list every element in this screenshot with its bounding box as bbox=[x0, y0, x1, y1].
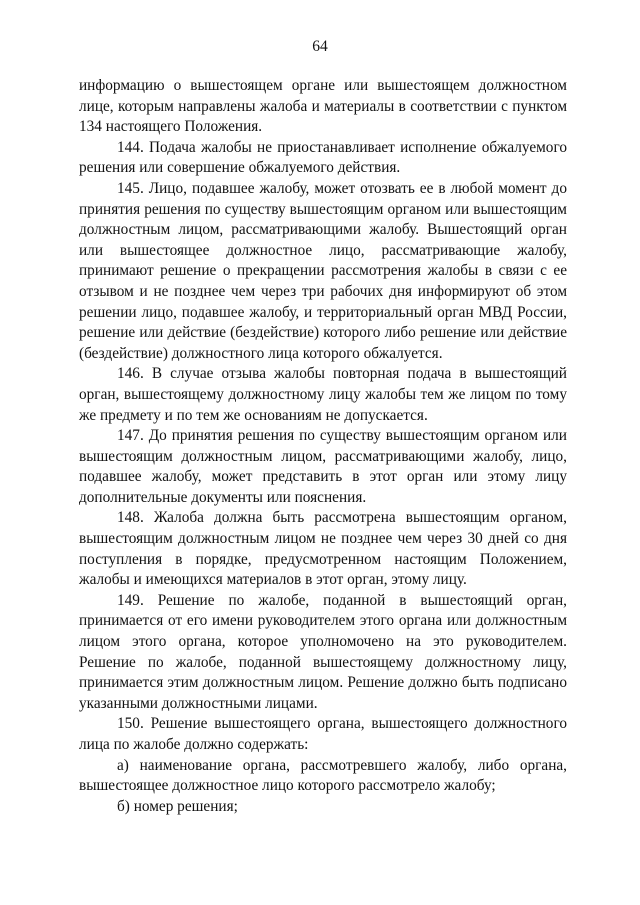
paragraph-146: 146. В случае отзыва жалобы повторная подача в вышестоящий орган, вышестоящему должностному лицу жалобы тем же лицом по тому же предмету и по тем же основаниям не допускается. bbox=[79, 365, 567, 424]
paragraph-150-item-b: б) номер решения; bbox=[117, 797, 238, 815]
paragraph-150: 150. Решение вышестоящего органа, вышестоящего должностного лица по жалобе должно содержать: bbox=[79, 715, 567, 753]
page-number: 64 bbox=[312, 38, 328, 55]
paragraph-continuation: информацию о вышестоящем органе или вышестоящем должностном лице, которым направлены жалоба и материалы в соответствии с пунктом 134 настоящего Положения. bbox=[79, 77, 567, 136]
paragraph-149: 149. Решение по жалобе, поданной в вышестоящий орган, принимается от его имени руководителем этого органа или должностным лицом этого органа, которое уполномочено на это руководителем. Решение по жалобе, поданной вышестоящему должностному лицу, принимается этим должностным лицом. Решение должно быть подписано указанными должностными лицами. bbox=[79, 591, 567, 712]
document-body bbox=[79, 76, 567, 817]
paragraph-147: 147. До принятия решения по существу вышестоящим органом или вышестоящим должностным лицом, рассматривающими жалобу, лицо, подавшее жалобу, может представить в этот орган или этому лицу дополнительные документы или пояснения. bbox=[79, 427, 567, 506]
paragraph-150-item-a: а) наименование органа, рассмотревшего жалобу, либо органа, вышестоящее должностное лицо которого рассмотрело жалобу; bbox=[79, 756, 567, 795]
paragraph-144: 144. Подача жалобы не приостанавливает исполнение обжалуемого решения или совершение обжалуемого действия. bbox=[79, 138, 567, 177]
paragraph-145: 145. Лицо, подавшее жалобу, может отозвать ее в любой момент до принятия решения по существу вышестоящим органом или вышестоящим должностным лицом, рассматривающими жалобу. Вышестоящий орган или вышестоящее должностное лицо, рассматривающие жалобу, принимают решение о прекращении рассмотрения жалобы в связи с ее отзывом и не позднее чем через три рабочих дня информируют об этом решении лицо, подавшее жалобу, и территориальный орган МВД России, решение или действие (бездействие) которого либо решение или действие (бездействие) должностного лица которого обжалуется. bbox=[79, 179, 567, 362]
paragraph-148: 148. Жалоба должна быть рассмотрена вышестоящим органом, вышестоящим должностным лицом не позднее чем через 30 дней со дня поступления в порядке, предусмотренном настоящим Положением, жалобы и имеющихся материалов в этот орган, этому лицу. bbox=[79, 509, 567, 589]
